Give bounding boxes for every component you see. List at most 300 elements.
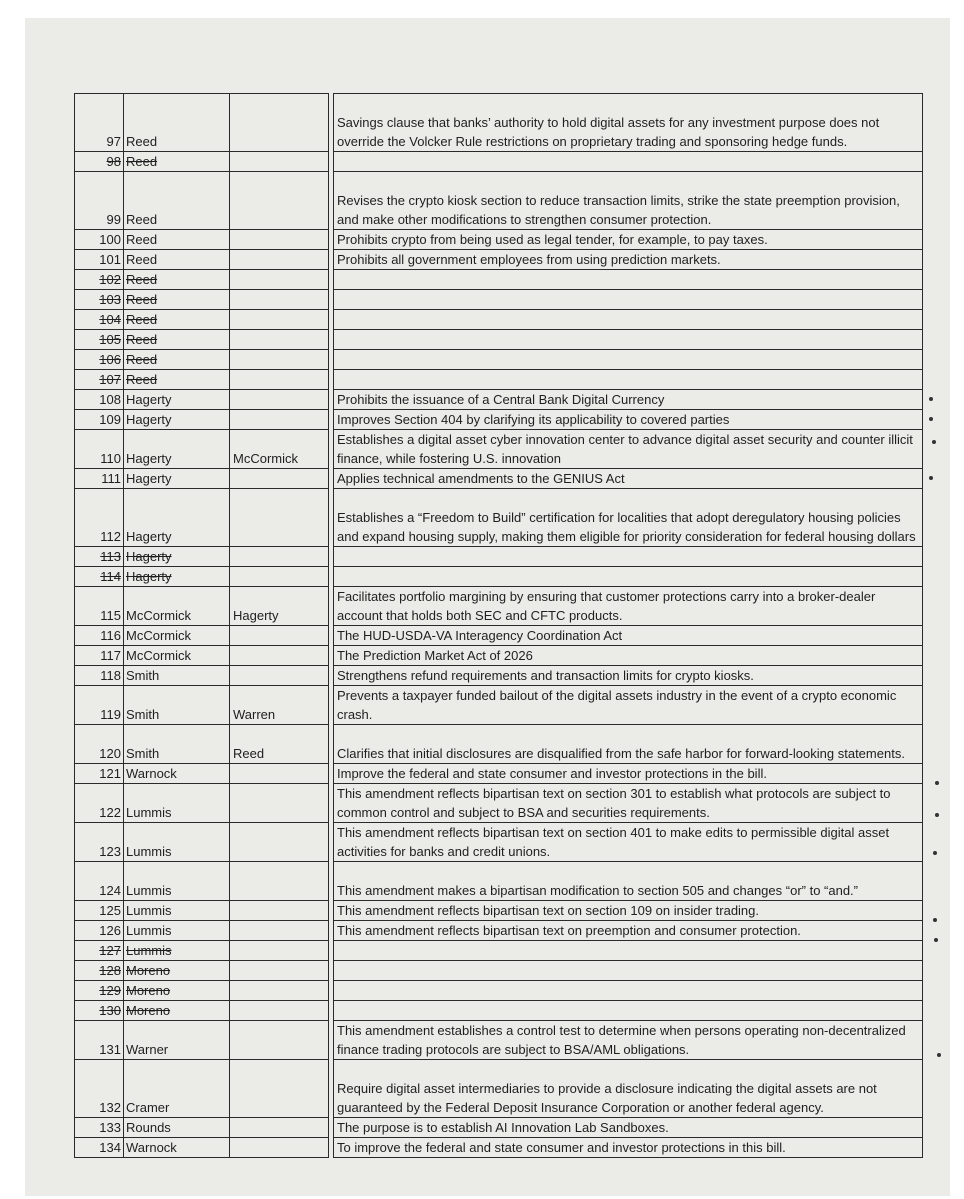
amendment-number: 121 [99, 766, 121, 781]
cosponsor-name-cell [230, 172, 329, 230]
cosponsor-name-cell [230, 784, 329, 823]
amendment-number-cell [75, 626, 124, 646]
amendment-description-cell [334, 921, 923, 941]
amendment-description-cell [334, 390, 923, 410]
sponsor-name: Hagerty [126, 549, 172, 564]
margin-mark [935, 813, 939, 817]
amendment-description: This amendment makes a bipartisan modification to section 505 and changes “or” to “and.” [337, 883, 858, 898]
amendment-description: Improves Section 404 by clarifying its applicability to covered parties [337, 412, 730, 427]
amendment-number-cell [75, 94, 124, 152]
sponsor-name: Lummis [126, 844, 172, 859]
table-row [75, 1118, 923, 1138]
amendment-number-cell [75, 410, 124, 430]
amendment-number-cell [75, 350, 124, 370]
table-row [75, 489, 923, 547]
amendment-description-cell [334, 350, 923, 370]
amendment-number: 119 [100, 707, 121, 722]
amendment-number: 115 [100, 608, 121, 623]
sponsor-name: McCormick [126, 648, 191, 663]
cosponsor-name-cell [230, 587, 329, 626]
table-row [75, 567, 923, 587]
sponsor-name: Warnock [126, 1140, 177, 1155]
amendment-number: 120 [99, 746, 121, 761]
sponsor-name: McCormick [126, 628, 191, 643]
amendment-number-cell [75, 1001, 124, 1021]
sponsor-name: Hagerty [126, 392, 172, 407]
table-row [75, 1021, 923, 1060]
sponsor-name: Reed [126, 352, 158, 367]
amendment-number: 105 [99, 332, 121, 347]
amendment-number: 132 [99, 1100, 121, 1115]
cosponsor-name-cell [230, 250, 329, 270]
sponsor-name-cell [124, 725, 230, 764]
amendment-number-cell [75, 172, 124, 230]
table-row [75, 686, 923, 725]
amendment-description: The purpose is to establish AI Innovation Lab Sandboxes. [337, 1120, 669, 1135]
table-row [75, 390, 923, 410]
amendment-number: 124 [99, 883, 121, 898]
cosponsor-name-cell [230, 901, 329, 921]
amendment-number: 123 [99, 844, 121, 859]
amendment-number-cell [75, 941, 124, 961]
amendment-number-cell [75, 547, 124, 567]
amendment-number-cell [75, 330, 124, 350]
amendment-number-cell [75, 646, 124, 666]
amendment-description-cell [334, 646, 923, 666]
sponsor-name-cell [124, 587, 230, 626]
sponsor-name: Reed [126, 312, 158, 327]
sponsor-name: Warner [126, 1042, 169, 1057]
amendment-description-cell [334, 430, 923, 469]
table-row [75, 172, 923, 230]
amendment-number: 109 [99, 412, 121, 427]
sponsor-name: McCormick [126, 608, 191, 623]
amendment-description-cell [334, 941, 923, 961]
sponsor-name-cell [124, 370, 230, 390]
sponsor-name: Reed [126, 134, 158, 149]
sponsor-name: Lummis [126, 943, 172, 958]
sponsor-name-cell [124, 230, 230, 250]
cosponsor-name: McCormick [233, 451, 298, 466]
amendment-number: 125 [99, 903, 121, 918]
amendment-description-cell [334, 250, 923, 270]
cosponsor-name-cell [230, 469, 329, 489]
amendment-number-cell [75, 901, 124, 921]
sponsor-name-cell [124, 1001, 230, 1021]
margin-mark [929, 397, 933, 401]
margin-mark [933, 851, 937, 855]
amendment-number: 133 [99, 1120, 121, 1135]
sponsor-name-cell [124, 686, 230, 725]
cosponsor-name: Hagerty [233, 608, 279, 623]
sponsor-name: Lummis [126, 805, 172, 820]
amendment-description: Establishes a digital asset cyber innovation center to advance digital asset security and counter illicit finance, while fostering U.S. innovation [337, 432, 913, 466]
amendment-description-cell [334, 1001, 923, 1021]
amendment-number-cell [75, 587, 124, 626]
amendment-description-cell [334, 862, 923, 901]
cosponsor-name-cell [230, 961, 329, 981]
table-row [75, 941, 923, 961]
cosponsor-name-cell [230, 330, 329, 350]
table-row [75, 587, 923, 626]
amendment-number: 134 [99, 1140, 121, 1155]
sponsor-name-cell [124, 410, 230, 430]
amendment-description: This amendment reflects bipartisan text on preemption and consumer protection. [337, 923, 801, 938]
cosponsor-name-cell [230, 1060, 329, 1118]
sponsor-name-cell [124, 1021, 230, 1060]
amendment-number-cell [75, 290, 124, 310]
sponsor-name-cell [124, 547, 230, 567]
amendment-description-cell [334, 270, 923, 290]
amendment-number-cell [75, 230, 124, 250]
amendment-description: Facilitates portfolio margining by ensuring that customer protections carry into a broker-dealer account that holds both SEC and CFTC products. [337, 589, 876, 623]
sponsor-name: Reed [126, 292, 158, 307]
cosponsor-name-cell [230, 230, 329, 250]
amendment-description-cell [334, 330, 923, 350]
amendment-number-cell [75, 862, 124, 901]
amendment-number-cell [75, 469, 124, 489]
cosponsor-name-cell [230, 430, 329, 469]
amendment-number: 99 [106, 212, 121, 227]
sponsor-name-cell [124, 901, 230, 921]
sponsor-name-cell [124, 310, 230, 330]
table-row [75, 410, 923, 430]
amendment-description-cell [334, 1060, 923, 1118]
amendment-number: 100 [99, 232, 121, 247]
table-row [75, 250, 923, 270]
amendment-description-cell [334, 587, 923, 626]
sponsor-name-cell [124, 626, 230, 646]
amendment-number: 107 [99, 372, 121, 387]
sponsor-name-cell [124, 921, 230, 941]
amendment-number: 130 [99, 1003, 121, 1018]
cosponsor-name-cell [230, 489, 329, 547]
amendment-number: 111 [101, 471, 121, 486]
cosponsor-name-cell [230, 686, 329, 725]
cosponsor-name-cell [230, 646, 329, 666]
table-row [75, 350, 923, 370]
cosponsor-name-cell [230, 370, 329, 390]
margin-mark [934, 938, 938, 942]
amendment-description: This amendment establishes a control test to determine when persons operating non-decentralized finance trading protocols are subject to BSA/AML obligations. [337, 1023, 906, 1057]
sponsor-name-cell [124, 666, 230, 686]
sponsor-name: Reed [126, 332, 158, 347]
amendment-number: 110 [100, 451, 121, 466]
cosponsor-name-cell [230, 666, 329, 686]
amendment-number: 102 [99, 272, 121, 287]
amendments-table-body [75, 94, 923, 1158]
amendment-number-cell [75, 1021, 124, 1060]
cosponsor-name-cell [230, 921, 329, 941]
amendment-description-cell [334, 230, 923, 250]
amendment-number: 101 [99, 252, 121, 267]
amendment-description-cell [334, 94, 923, 152]
sponsor-name-cell [124, 270, 230, 290]
amendment-description-cell [334, 784, 923, 823]
table-row [75, 310, 923, 330]
sponsor-name-cell [124, 290, 230, 310]
amendment-description-cell [334, 290, 923, 310]
sponsor-name: Lummis [126, 883, 172, 898]
sponsor-name: Smith [126, 668, 160, 683]
amendment-number-cell [75, 1060, 124, 1118]
amendment-description: Prohibits the issuance of a Central Bank Digital Currency [337, 392, 665, 407]
amendment-description-cell [334, 410, 923, 430]
sponsor-name-cell [124, 330, 230, 350]
amendment-number-cell [75, 250, 124, 270]
table-row [75, 290, 923, 310]
sponsor-name-cell [124, 1138, 230, 1158]
amendment-description-cell [334, 547, 923, 567]
amendment-number-cell [75, 921, 124, 941]
cosponsor-name-cell [230, 941, 329, 961]
sponsor-name-cell [124, 981, 230, 1001]
amendment-number: 108 [99, 392, 121, 407]
amendment-description: The Prediction Market Act of 2026 [337, 648, 533, 663]
amendment-description-cell [334, 489, 923, 547]
sponsor-name: Moreno [126, 1003, 171, 1018]
sponsor-name: Hagerty [126, 529, 172, 544]
sponsor-name: Reed [126, 232, 158, 247]
cosponsor-name-cell [230, 152, 329, 172]
amendment-number-cell [75, 430, 124, 469]
table-row [75, 547, 923, 567]
amendment-description: Revises the crypto kiosk section to reduce transaction limits, strike the state preemption provision, and make other modifications to strengthen consumer protection. [337, 193, 900, 227]
table-row [75, 230, 923, 250]
sponsor-name-cell [124, 764, 230, 784]
table-row [75, 862, 923, 901]
amendment-number-cell [75, 152, 124, 172]
sponsor-name: Hagerty [126, 412, 172, 427]
table-row [75, 430, 923, 469]
table-row [75, 961, 923, 981]
amendment-number-cell [75, 310, 124, 330]
amendment-description-cell [334, 152, 923, 172]
amendment-number-cell [75, 823, 124, 862]
margin-mark [929, 476, 933, 480]
sponsor-name-cell [124, 489, 230, 547]
amendment-description-cell [334, 1118, 923, 1138]
table-row [75, 981, 923, 1001]
amendment-description: Prohibits all government employees from using prediction markets. [337, 252, 721, 267]
sponsor-name-cell [124, 172, 230, 230]
amendment-number: 103 [99, 292, 121, 307]
amendment-description: Establishes a “Freedom to Build” certification for localities that adopt deregulatory housing policies and expand housing supply, making them eligible for priority consideration for federal housing dollars [337, 510, 916, 544]
sponsor-name: Moreno [126, 983, 171, 998]
cosponsor-name-cell [230, 1118, 329, 1138]
amendment-number: 106 [99, 352, 121, 367]
cosponsor-name-cell [230, 626, 329, 646]
cosponsor-name-cell [230, 390, 329, 410]
sponsor-name-cell [124, 823, 230, 862]
amendment-number-cell [75, 961, 124, 981]
amendment-number: 114 [100, 569, 121, 584]
sponsor-name-cell [124, 390, 230, 410]
cosponsor-name-cell [230, 862, 329, 901]
sponsor-name: Smith [126, 746, 160, 761]
cosponsor-name-cell [230, 567, 329, 587]
table-row [75, 1138, 923, 1158]
amendment-description: This amendment reflects bipartisan text on section 109 on insider trading. [337, 903, 760, 918]
sponsor-name-cell [124, 862, 230, 901]
amendments-table [74, 93, 923, 1158]
amendment-description-cell [334, 370, 923, 390]
sponsor-name-cell [124, 430, 230, 469]
amendment-number: 116 [100, 628, 121, 643]
cosponsor-name-cell [230, 981, 329, 1001]
amendment-number: 117 [100, 648, 121, 663]
sponsor-name-cell [124, 567, 230, 587]
amendment-number: 127 [99, 943, 121, 958]
amendment-number-cell [75, 390, 124, 410]
amendment-number: 126 [99, 923, 121, 938]
cosponsor-name-cell [230, 547, 329, 567]
table-row [75, 469, 923, 489]
amendment-description-cell [334, 469, 923, 489]
table-row [75, 330, 923, 350]
cosponsor-name-cell [230, 310, 329, 330]
amendment-number-cell [75, 567, 124, 587]
sponsor-name: Lummis [126, 903, 172, 918]
sponsor-name: Hagerty [126, 451, 172, 466]
margin-mark [937, 1053, 941, 1057]
margin-mark [933, 918, 937, 922]
amendment-description-cell [334, 310, 923, 330]
amendment-description-cell [334, 764, 923, 784]
sponsor-name-cell [124, 784, 230, 823]
amendment-number-cell [75, 981, 124, 1001]
amendment-number-cell [75, 1138, 124, 1158]
amendment-number: 104 [99, 312, 121, 327]
amendment-description: Require digital asset intermediaries to provide a disclosure indicating the digital assets are not guaranteed by the Federal Deposit Insurance Corporation or another federal agency. [337, 1081, 877, 1115]
amendment-description: The HUD-USDA-VA Interagency Coordination Act [337, 628, 623, 643]
table-row [75, 370, 923, 390]
amendment-number: 97 [106, 134, 121, 149]
amendment-description-cell [334, 981, 923, 1001]
sponsor-name-cell [124, 250, 230, 270]
table-row [75, 152, 923, 172]
sponsor-name-cell [124, 152, 230, 172]
amendment-description-cell [334, 725, 923, 764]
amendment-number: 98 [106, 154, 121, 169]
table-row [75, 764, 923, 784]
amendment-description: Applies technical amendments to the GENIUS Act [337, 471, 625, 486]
table-row [75, 901, 923, 921]
amendment-description: Clarifies that initial disclosures are disqualified from the safe harbor for forward-looking statements. [337, 746, 905, 761]
cosponsor-name-cell [230, 270, 329, 290]
sponsor-name-cell [124, 1118, 230, 1138]
cosponsor-name-cell [230, 725, 329, 764]
amendment-number-cell [75, 370, 124, 390]
amendment-number-cell [75, 1118, 124, 1138]
amendment-number: 113 [100, 549, 121, 564]
sponsor-name: Reed [126, 252, 158, 267]
amendment-description-cell [334, 1138, 923, 1158]
table-row [75, 725, 923, 764]
sponsor-name: Reed [126, 154, 158, 169]
amendment-number-cell [75, 270, 124, 290]
sponsor-name: Smith [126, 707, 160, 722]
amendment-description: This amendment reflects bipartisan text on section 401 to make edits to permissible digital asset activities for banks and credit unions. [337, 825, 890, 859]
sponsor-name: Hagerty [126, 471, 172, 486]
cosponsor-name-cell [230, 1138, 329, 1158]
table-row [75, 784, 923, 823]
amendment-description: Improve the federal and state consumer and investor protections in the bill. [337, 766, 767, 781]
sponsor-name-cell [124, 350, 230, 370]
amendment-number-cell [75, 686, 124, 725]
amendment-description-cell [334, 626, 923, 646]
margin-mark [932, 440, 936, 444]
cosponsor-name-cell [230, 410, 329, 430]
sponsor-name-cell [124, 961, 230, 981]
amendment-number-cell [75, 764, 124, 784]
cosponsor-name-cell [230, 290, 329, 310]
table-row [75, 921, 923, 941]
amendment-description: Strengthens refund requirements and transaction limits for crypto kiosks. [337, 668, 754, 683]
cosponsor-name-cell [230, 764, 329, 784]
sponsor-name-cell [124, 1060, 230, 1118]
amendment-number-cell [75, 784, 124, 823]
amendment-description-cell [334, 823, 923, 862]
amendment-description-cell [334, 666, 923, 686]
amendment-description-cell [334, 172, 923, 230]
cosponsor-name: Warren [233, 707, 276, 722]
amendment-number: 122 [99, 805, 121, 820]
sponsor-name: Cramer [126, 1100, 170, 1115]
amendment-description: To improve the federal and state consumer and investor protections in this bill. [337, 1140, 786, 1155]
sponsor-name: Lummis [126, 923, 172, 938]
table-row [75, 1060, 923, 1118]
amendment-description: Prevents a taxpayer funded bailout of the digital assets industry in the event of a crypto economic crash. [337, 688, 897, 722]
amendment-description-cell [334, 567, 923, 587]
margin-mark [935, 781, 939, 785]
cosponsor-name-cell [230, 823, 329, 862]
table-row [75, 666, 923, 686]
sponsor-name: Reed [126, 372, 158, 387]
table-row [75, 823, 923, 862]
sponsor-name: Hagerty [126, 569, 172, 584]
sponsor-name-cell [124, 646, 230, 666]
cosponsor-name-cell [230, 1001, 329, 1021]
amendment-number: 112 [100, 529, 121, 544]
table-row [75, 626, 923, 646]
cosponsor-name-cell [230, 350, 329, 370]
amendment-description: Prohibits crypto from being used as legal tender, for example, to pay taxes. [337, 232, 768, 247]
amendment-number-cell [75, 489, 124, 547]
amendment-description-cell [334, 686, 923, 725]
sponsor-name-cell [124, 94, 230, 152]
amendment-description: This amendment reflects bipartisan text on section 301 to establish what protocols are subject to common control and subject to BSA and securities requirements. [337, 786, 891, 820]
amendment-number: 118 [100, 668, 121, 683]
sponsor-name-cell [124, 941, 230, 961]
amendment-description-cell [334, 1021, 923, 1060]
amendment-number-cell [75, 725, 124, 764]
table-row [75, 646, 923, 666]
sponsor-name: Reed [126, 212, 158, 227]
table-row [75, 94, 923, 152]
margin-mark [929, 417, 933, 421]
sponsor-name: Rounds [126, 1120, 171, 1135]
sponsor-name-cell [124, 469, 230, 489]
sponsor-name: Warnock [126, 766, 177, 781]
table-row [75, 1001, 923, 1021]
amendment-number: 129 [99, 983, 121, 998]
amendment-number: 128 [99, 963, 121, 978]
amendment-number-cell [75, 666, 124, 686]
sponsor-name: Moreno [126, 963, 171, 978]
amendment-description-cell [334, 961, 923, 981]
amendment-description: Savings clause that banks’ authority to hold digital assets for any investment purpose does not override the Volcker Rule restrictions on proprietary trading and sponsoring hedge funds. [337, 115, 880, 149]
